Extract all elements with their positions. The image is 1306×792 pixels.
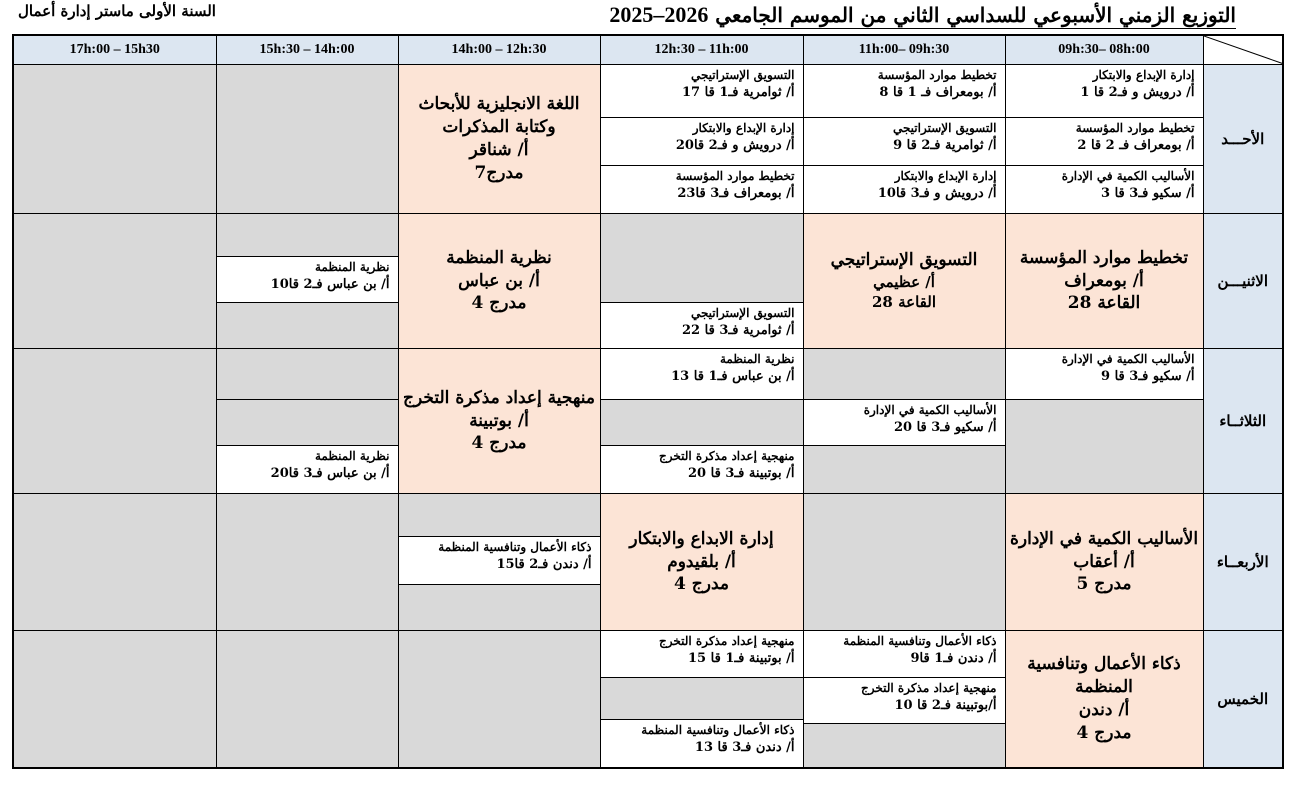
- course-name: نظرية المنظمة: [314, 449, 390, 463]
- lecture-room: القاعة 28: [1067, 293, 1141, 314]
- lecture-room: مدرج 4: [1076, 722, 1132, 743]
- empty-slot: [217, 349, 398, 399]
- empty-slot: [217, 399, 398, 445]
- day-row-monday: [13, 214, 1283, 349]
- time-slot-2: 11h:00– 09h:30: [803, 35, 1005, 65]
- lecture-teacher: أ/ بلقيدوم: [667, 551, 736, 572]
- lecture-name: التسويق الإستراتيجي: [830, 250, 978, 271]
- course-info: أ/ درويش و فـ2 قا 1: [1080, 85, 1195, 100]
- session-entry: [1006, 165, 1203, 213]
- lecture-room: مدرج 4: [674, 574, 729, 595]
- course-info: أ/ درويش و فـ2 قا20: [675, 138, 795, 153]
- course-name: إدارة الإبداع والابتكار: [1092, 68, 1195, 82]
- lecture-name: إدارة الابداع والابتكار: [629, 528, 774, 549]
- course-name: منهجية إعداد مذكرة التخرج: [861, 681, 997, 695]
- course-name: الأساليب الكمية في الإدارة: [1061, 169, 1195, 183]
- lecture-room: مدرج7: [474, 162, 524, 183]
- day-label-tuesday: الثلاثــاء: [1203, 349, 1283, 494]
- course-info: أ/ بن عباس فـ2 قا10: [270, 277, 390, 292]
- session-cell: [1005, 65, 1203, 214]
- session-cell: [600, 65, 803, 214]
- lecture-cell: [803, 214, 1005, 349]
- lecture-cell: [398, 65, 600, 214]
- lecture-teacher: أ/ أعقاب: [1073, 551, 1135, 572]
- empty-slot: [804, 723, 1005, 767]
- program-subtitle: السنة الأولى ماستر إدارة أعمال: [18, 2, 216, 20]
- lecture-teacher: أ/ بوتبينة: [469, 410, 529, 431]
- lecture-teacher: أ/ بومعراف: [1064, 270, 1144, 291]
- course-name: إدارة الإبداع والابتكار: [894, 169, 997, 183]
- session-cell: [216, 214, 398, 349]
- course-name: ذكاء الأعمال وتنافسية المنظمة: [641, 723, 795, 737]
- lecture-cell: [398, 349, 600, 494]
- session-cell: [398, 494, 600, 631]
- day-row-thursday: [13, 631, 1283, 769]
- session-entry: [601, 165, 803, 213]
- course-info: أ/ بن عباس فـ3 قا20: [270, 466, 390, 481]
- empty-slot: [601, 214, 803, 302]
- course-info: أ/ ثوامرية فـ1 قا 17: [682, 85, 795, 100]
- session-entry: [217, 445, 398, 493]
- course-info: أ/ بوتبينة فـ1 قا 15: [688, 651, 795, 666]
- course-info: أ/ دندن فـ1 قا9: [910, 651, 997, 666]
- course-info: أ/ ثوامرية فـ2 قا 9: [893, 138, 997, 153]
- session-cell: [1005, 349, 1203, 494]
- session-cell: [600, 349, 803, 494]
- lecture-name: تخطيط موارد المؤسسة: [1019, 247, 1189, 268]
- empty-cell: [398, 631, 600, 769]
- course-name: ذكاء الأعمال وتنافسية المنظمة: [438, 540, 592, 554]
- session-entry: [804, 399, 1005, 445]
- course-info: أ/ ثوامرية فـ3 قا 22: [682, 323, 795, 338]
- session-entry: [804, 677, 1005, 723]
- session-cell: [803, 631, 1005, 769]
- session-entry: [804, 631, 1005, 677]
- session-cell: [600, 631, 803, 769]
- course-info: أ/ بومعراف فـ3 قا23: [677, 186, 795, 201]
- session-cell: [803, 349, 1005, 494]
- day-label-sunday: الأحـــد: [1203, 65, 1283, 214]
- document-title: [609, 2, 1236, 28]
- session-entry: [1006, 65, 1203, 117]
- course-name: التسويق الإستراتيجي: [690, 68, 795, 82]
- time-slot-3: 12h:30 – 11h:00: [600, 35, 803, 65]
- day-label-thursday: الخميس: [1203, 631, 1283, 769]
- empty-slot: [217, 302, 398, 348]
- course-name: التسويق الإستراتيجي: [690, 306, 795, 320]
- time-slot-6: 17h:00 – 15h30: [13, 35, 216, 65]
- timetable: [12, 34, 1284, 769]
- course-name: الأساليب الكمية في الإدارة: [1061, 352, 1195, 366]
- lecture-teacher: أ/ بن عباس: [458, 270, 540, 291]
- title-text: التوزيع الزمني الأسبوعي للسداسي الثاني من الموسم الجامعي: [708, 3, 1236, 27]
- empty-cell: [216, 631, 398, 769]
- session-entry: [217, 256, 398, 302]
- course-info: أ/ دندن فـ3 قا 13: [694, 740, 795, 755]
- session-entry: [601, 117, 803, 165]
- lecture-name: ذكاء الأعمال وتنافسية المنظمة: [1027, 654, 1181, 698]
- academic-year: 2025–2026: [609, 2, 709, 27]
- empty-slot: [399, 584, 600, 630]
- lecture-name: منهجية إعداد مذكرة التخرج: [403, 387, 595, 408]
- empty-cell: [216, 494, 398, 631]
- empty-slot: [804, 445, 1005, 493]
- lecture-cell: [600, 494, 803, 631]
- lecture-name: نظرية المنظمة: [446, 247, 552, 268]
- title-underline: [760, 28, 1236, 29]
- time-slot-5: 15h:30 – 14h:00: [216, 35, 398, 65]
- session-entry: [601, 65, 803, 117]
- corner-cell: [1203, 35, 1283, 65]
- empty-cell: [13, 349, 216, 494]
- day-row-tuesday: [13, 349, 1283, 494]
- course-name: تخطيط موارد المؤسسة: [1075, 121, 1195, 135]
- course-info: أ/ بومعراف فـ 2 قا 2: [1077, 138, 1195, 153]
- session-entry: [601, 719, 803, 767]
- session-cell: [600, 214, 803, 349]
- course-name: نظرية المنظمة: [314, 260, 390, 274]
- course-info: أ/ سكيو فـ3 قا 3: [1101, 186, 1195, 201]
- lecture-cell: [1005, 494, 1203, 631]
- course-name: ذكاء الأعمال وتنافسية المنظمة: [843, 634, 997, 648]
- course-info: أ/بوتبينة فـ2 قا 10: [894, 698, 997, 713]
- lecture-name: اللغة الانجليزية للأبحاث وكتابة المذكرات: [418, 94, 580, 138]
- course-info: أ/ بومعراف فـ 1 قا 8: [879, 85, 997, 100]
- empty-cell: [13, 65, 216, 214]
- session-cell: [803, 65, 1005, 214]
- lecture-teacher: أ/ عظيمي: [873, 273, 935, 292]
- lecture-teacher: أ/ دندن: [1078, 700, 1130, 720]
- session-entry: [601, 349, 803, 399]
- course-name: التسويق الإستراتيجي: [892, 121, 997, 135]
- time-header-row: [13, 35, 1283, 65]
- day-row-sunday: [13, 65, 1283, 214]
- course-name: الأساليب الكمية في الإدارة: [863, 403, 997, 417]
- day-row-wednesday: [13, 494, 1283, 631]
- empty-slot: [601, 399, 803, 445]
- course-name: إدارة الإبداع والابتكار: [692, 121, 795, 135]
- course-info: أ/ بن عباس فـ1 قا 13: [671, 369, 795, 384]
- course-info: أ/ سكيو فـ3 قا 20: [893, 420, 997, 435]
- empty-cell: [216, 65, 398, 214]
- session-entry: [601, 302, 803, 348]
- session-entry: [804, 117, 1005, 165]
- course-name: منهجية إعداد مذكرة التخرج: [659, 634, 795, 648]
- lecture-cell: [398, 214, 600, 349]
- empty-cell: [803, 494, 1005, 631]
- course-info: أ/ بوتبينة فـ3 قا 20: [688, 466, 795, 481]
- lecture-cell: [1005, 214, 1203, 349]
- session-entry: [601, 445, 803, 493]
- time-slot-1: 09h:30– 08h:00: [1005, 35, 1203, 65]
- empty-slot: [1006, 399, 1203, 493]
- empty-slot: [804, 349, 1005, 399]
- lecture-name: الأساليب الكمية في الإدارة: [1009, 528, 1199, 549]
- session-entry: [399, 536, 600, 584]
- session-entry: [601, 631, 803, 677]
- lecture-room: مدرج 5: [1076, 574, 1132, 595]
- lecture-teacher: أ/ شناقر: [469, 140, 529, 160]
- session-cell: [216, 349, 398, 494]
- empty-slot: [399, 494, 600, 536]
- day-label-wednesday: الأربعــاء: [1203, 494, 1283, 631]
- course-name: منهجية إعداد مذكرة التخرج: [659, 449, 795, 463]
- session-entry: [1006, 349, 1203, 399]
- empty-cell: [13, 214, 216, 349]
- empty-cell: [13, 631, 216, 769]
- course-name: تخطيط موارد المؤسسة: [877, 68, 997, 82]
- lecture-room: مدرج 4: [471, 293, 527, 314]
- day-label-monday: الاثنيـــن: [1203, 214, 1283, 349]
- lecture-cell: [1005, 631, 1203, 769]
- time-slot-4: 14h:00 – 12h:30: [398, 35, 600, 65]
- empty-slot: [217, 214, 398, 256]
- course-info: أ/ سكيو فـ3 قا 9: [1101, 369, 1195, 384]
- lecture-room: القاعة 28: [872, 293, 936, 312]
- course-info: أ/ دندن فـ2 قا15: [496, 557, 592, 572]
- empty-slot: [601, 677, 803, 719]
- session-entry: [1006, 117, 1203, 165]
- session-entry: [804, 65, 1005, 117]
- empty-cell: [13, 494, 216, 631]
- lecture-room: مدرج 4: [471, 433, 527, 454]
- course-info: أ/ درويش و فـ3 قا10: [877, 186, 997, 201]
- course-name: نظرية المنظمة: [719, 352, 795, 366]
- session-entry: [804, 165, 1005, 213]
- course-name: تخطيط موارد المؤسسة: [675, 169, 795, 183]
